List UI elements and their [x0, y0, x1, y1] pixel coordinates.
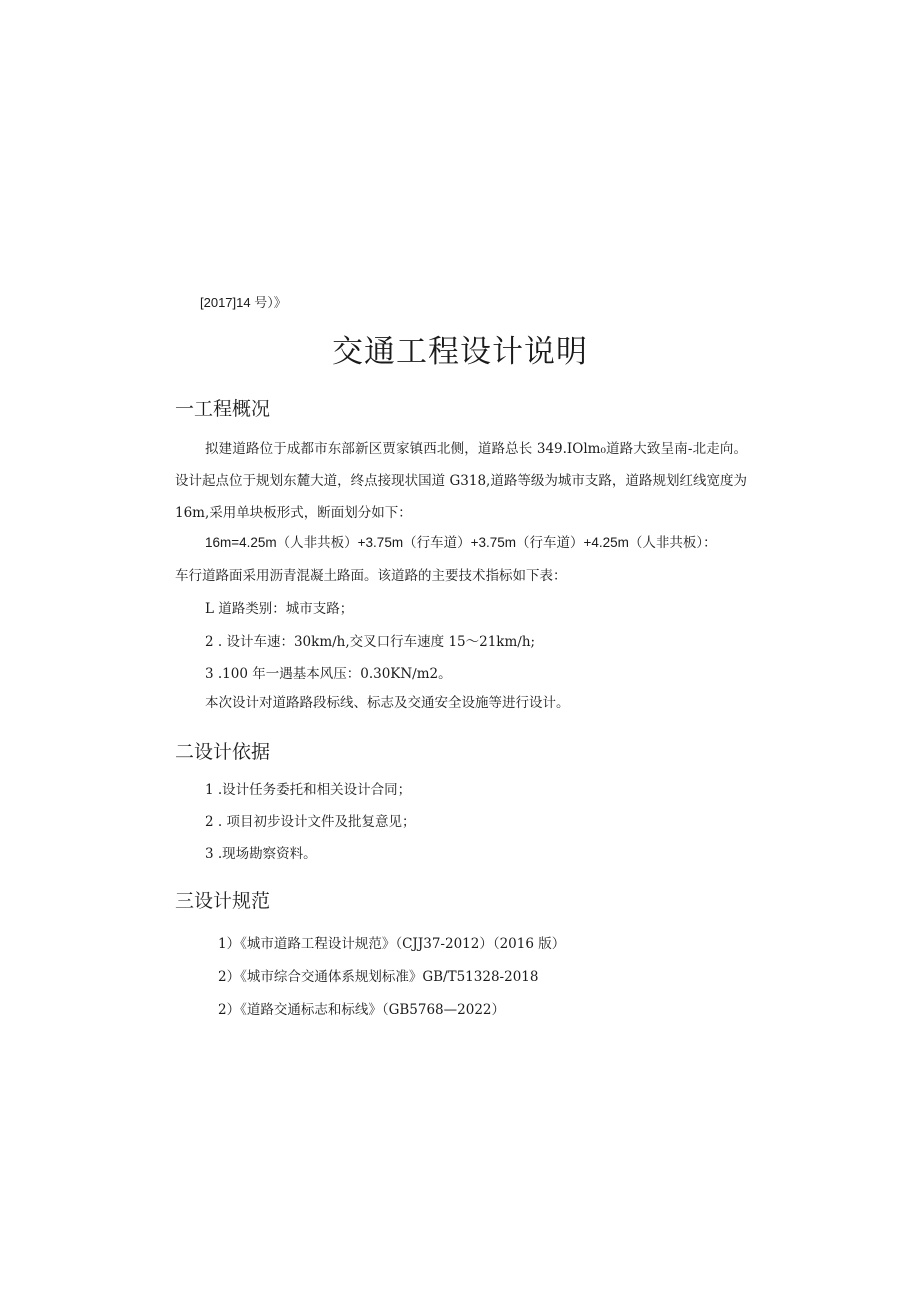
section-heading-overview: 一工程概况 — [175, 398, 271, 420]
spec-item-wind-pressure: 3 .100 年一遇基本风压：0.30KN∕m2。 — [205, 666, 452, 682]
standard-item-3: 2）《道路交通标志和标线》（GB5768—2022） — [218, 1002, 506, 1018]
cross-section-formula: 16m=4.25m（人非共板）+3.75m（行车道）+3.75m（行车道）+4.25m（人非共板）： — [205, 535, 717, 550]
basis-item-3: 3 .现场勘察资料。 — [205, 846, 317, 862]
section-heading-basis: 二设计依据 — [175, 741, 271, 763]
standard-item-1: 1）《城市道路工程设计规范》（CJJ37-2012）（2016 版） — [218, 936, 566, 952]
spec-item-design-speed: 2 . 设计车速：30km∕h,交叉口行车速度 15～21km∕h; — [205, 634, 536, 650]
section-heading-standards: 三设计规范 — [175, 890, 271, 912]
basis-item-1: 1 .设计任务委托和相关设计合同； — [205, 782, 412, 798]
spec-item-road-class: L 道路类别：城市支路； — [205, 601, 354, 617]
page-title: 交通工程设计说明 — [332, 334, 588, 370]
overview-line-pavement: 车行道路面采用沥青混凝土路面。该道路的主要技术指标如下表： — [175, 568, 567, 584]
basis-item-2: 2 . 项目初步设计文件及批复意见； — [205, 814, 416, 830]
document-reference: [2017]14 号）》 — [200, 295, 287, 310]
standard-item-2: 2）《城市综合交通体系规划标准》GB/T51328-2018 — [218, 969, 539, 985]
overview-closing: 本次设计对道路路段标线、标志及交通安全设施等进行设计。 — [205, 695, 570, 711]
overview-paragraph: 拟建道路位于成都市东部新区贾家镇西北侧，道路总长 349.IOlm₀道路大致呈南-北走向。设计起点位于规划东麓大道，终点接现状国道 G318,道路等级为城市支路，道路规划红线宽度为 16m,采用单块板形式，断面划分如下： — [175, 441, 747, 521]
